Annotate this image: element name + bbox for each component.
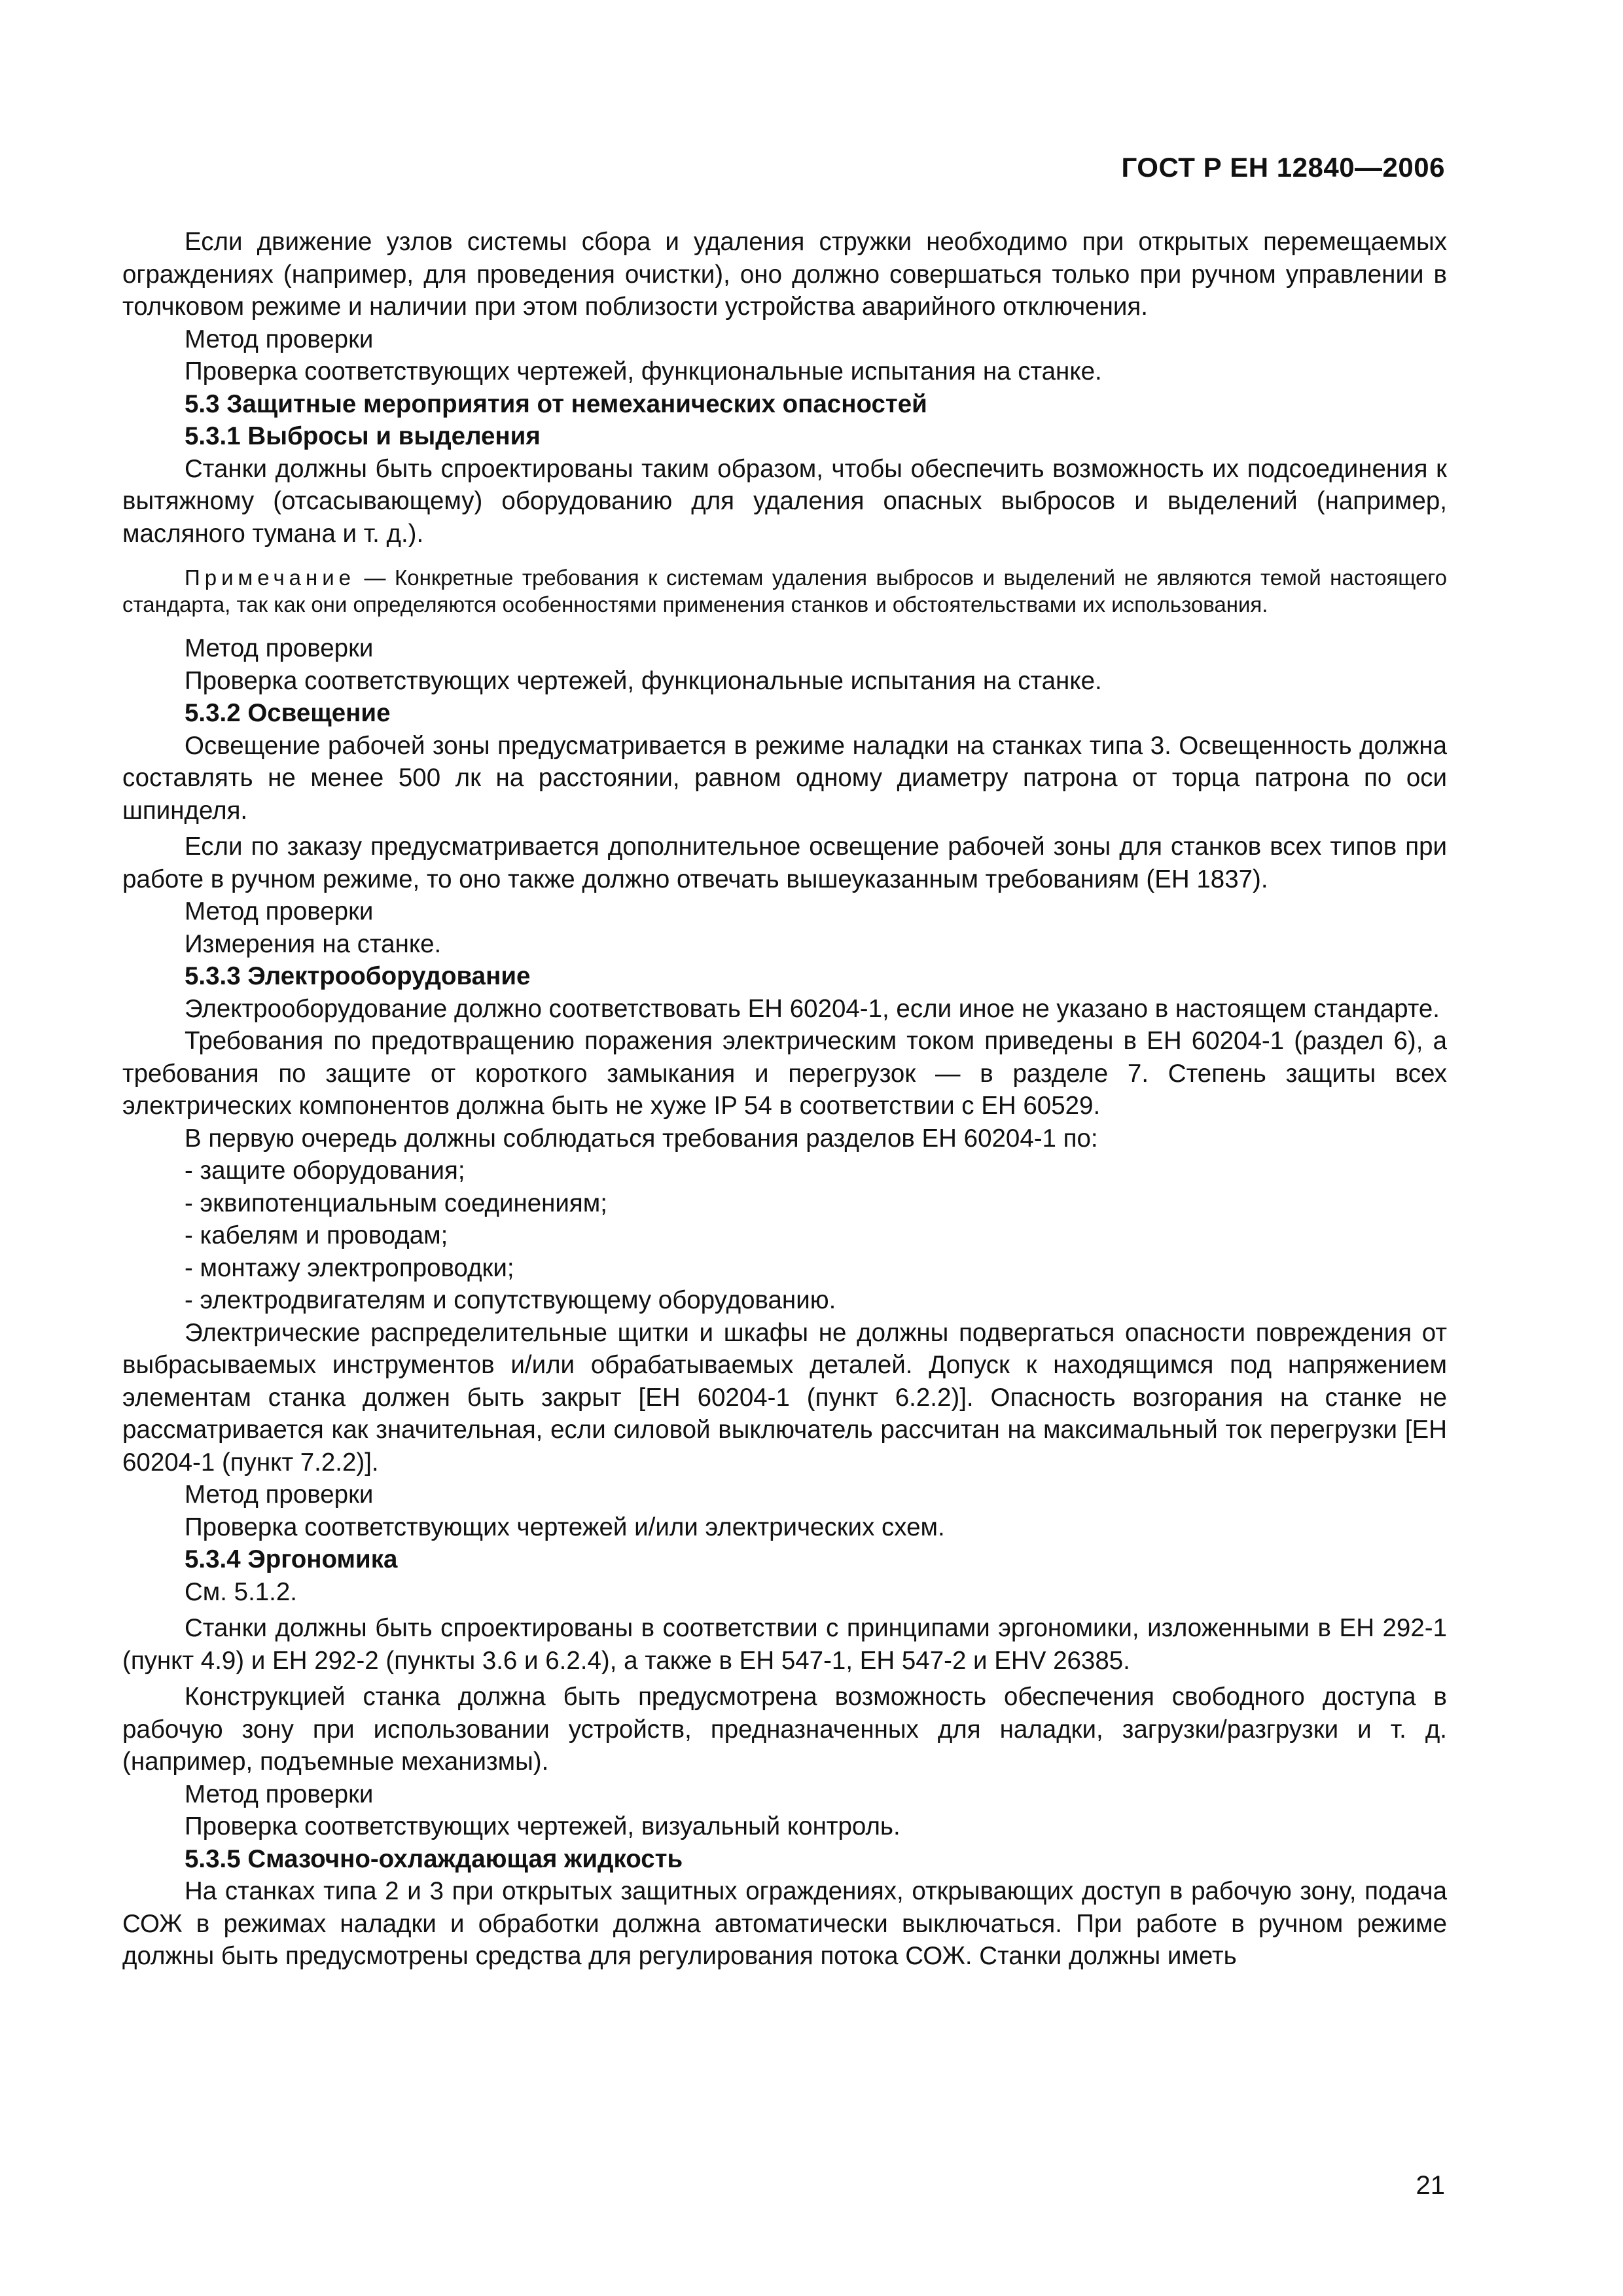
- check-text: Проверка соответствующих чертежей, функциональные испытания на станке.: [185, 666, 1102, 695]
- method-label: Метод проверки: [185, 1480, 374, 1509]
- document-body: [122, 226, 1447, 1973]
- section-heading-5-3-5: 5.3.5 Смазочно-охлаждающая жидкость: [185, 1844, 683, 1873]
- paragraph: Если движение узлов системы сбора и удаления стружки необходимо при открытых перемещаемых ограждениях (например, для проведения очистки), оно должно совершаться только при ручном управлении в толчковом режиме и наличии при этом поблизости устройства аварийного отключения.: [122, 228, 1447, 321]
- method-label: Метод проверки: [185, 1780, 374, 1808]
- list-item: - кабелям и проводам;: [185, 1221, 448, 1249]
- section-heading-5-3: 5.3 Защитные мероприятия от немеханических опасностей: [185, 389, 927, 418]
- check-text: Измерения на станке.: [185, 929, 442, 958]
- method-label: Метод проверки: [185, 897, 374, 925]
- document-header: ГОСТ Р ЕН 12840—2006: [1121, 152, 1445, 183]
- paragraph: Конструкцией станка должна быть предусмотрена возможность обеспечения свободного доступа в рабочую зону при использовании устройств, предназначенных для наладки, загрузки/разгрузки и т. д. (например, подъемные механизмы).: [122, 1683, 1447, 1776]
- paragraph: Освещение рабочей зоны предусматривается в режиме наладки на станках типа 3. Освещенность должна составлять не менее 500 лк на расстоянии, равном одному диаметру патрона от торца патрона по оси шпинделя.: [122, 731, 1447, 825]
- check-text: Проверка соответствующих чертежей и/или электрических схем.: [185, 1513, 945, 1541]
- list-item: - защите оборудования;: [185, 1157, 465, 1185]
- check-text: Проверка соответствующих чертежей, визуальный контроль.: [185, 1812, 901, 1840]
- list-item: - электродвигателям и сопутствующему оборудованию.: [185, 1286, 836, 1314]
- section-heading-5-3-4: 5.3.4 Эргономика: [185, 1545, 398, 1573]
- note: [122, 564, 1447, 618]
- paragraph: Электрооборудование должно соответствовать ЕН 60204-1, если иное не указано в настоящем стандарте.: [185, 994, 1440, 1023]
- list-item: - монтажу электропроводки;: [185, 1253, 514, 1282]
- paragraph: На станках типа 2 и 3 при открытых защитных ограждениях, открывающих доступ в рабочую зону, подача СОЖ в режимах наладки и обработки должна автоматически выключаться. При работе в ручном режиме должны быть предусмотрены средства для регулирования потока СОЖ. Станки должны иметь: [122, 1877, 1447, 1970]
- note-lead: Примечание: [185, 565, 356, 590]
- page-number: 21: [1416, 2171, 1445, 2200]
- section-heading-5-3-2: 5.3.2 Освещение: [185, 699, 391, 727]
- method-label: Метод проверки: [185, 634, 374, 662]
- section-heading-5-3-1: 5.3.1 Выбросы и выделения: [185, 422, 541, 450]
- paragraph: См. 5.1.2.: [185, 1577, 297, 1606]
- section-heading-5-3-3: 5.3.3 Электрооборудование: [185, 962, 531, 990]
- list-item: - эквипотенциальным соединениям;: [185, 1189, 607, 1217]
- paragraph: Станки должны быть спроектированы в соответствии с принципами эргономики, изложенными в ЕН 292-1 (пункт 4.9) и ЕН 292-2 (пункты 3.6 и 6.2.4), а также в ЕН 547-1, ЕН 547-2 и EHV 26385.: [122, 1614, 1447, 1675]
- paragraph: Электрические распределительные щитки и шкафы не должны подвергаться опасности повреждения от выбрасываемых инструментов и/или обрабатываемых деталей. Допуск к находящимся под напряжением элементам станка должен быть закрыт [ЕН 60204-1 (пункт 6.2.2)]. Опасность возгорания на станке не рассматривается как значительная, если силовой выключатель рассчитан на максимальный ток перегрузки [ЕН 60204-1 (пункт 7.2.2)].: [122, 1318, 1447, 1477]
- method-label: Метод проверки: [185, 325, 374, 353]
- paragraph: В первую очередь должны соблюдаться требования разделов ЕН 60204-1 по:: [185, 1124, 1098, 1153]
- paragraph: Станки должны быть спроектированы таким образом, чтобы обеспечить возможность их подсоединения к вытяжному (отсасывающему) оборудованию для удаления опасных выбросов и выделений (например, масляного тумана и т. д.).: [122, 454, 1447, 548]
- paragraph: Требования по предотвращению поражения электрическим током приведены в ЕН 60204-1 (раздел 6), а требования по защите от короткого замыкания и перегрузок — в разделе 7. Степень защиты всех электрических компонентов должна быть не хуже IP 54 в соответствии с ЕН 60529.: [122, 1027, 1447, 1120]
- note-text: — Конкретные требования к системам удаления выбросов и выделений не являются темой настоящего стандарта, так как они определяются особенностями применения станков и обстоятельствами их использования.: [122, 565, 1447, 617]
- check-text: Проверка соответствующих чертежей, функциональные испытания на станке.: [185, 357, 1102, 386]
- paragraph: Если по заказу предусматривается дополнительное освещение рабочей зоны для станков всех типов при работе в ручном режиме, то оно также должно отвечать вышеуказанным требованиям (ЕН 1837).: [122, 833, 1447, 893]
